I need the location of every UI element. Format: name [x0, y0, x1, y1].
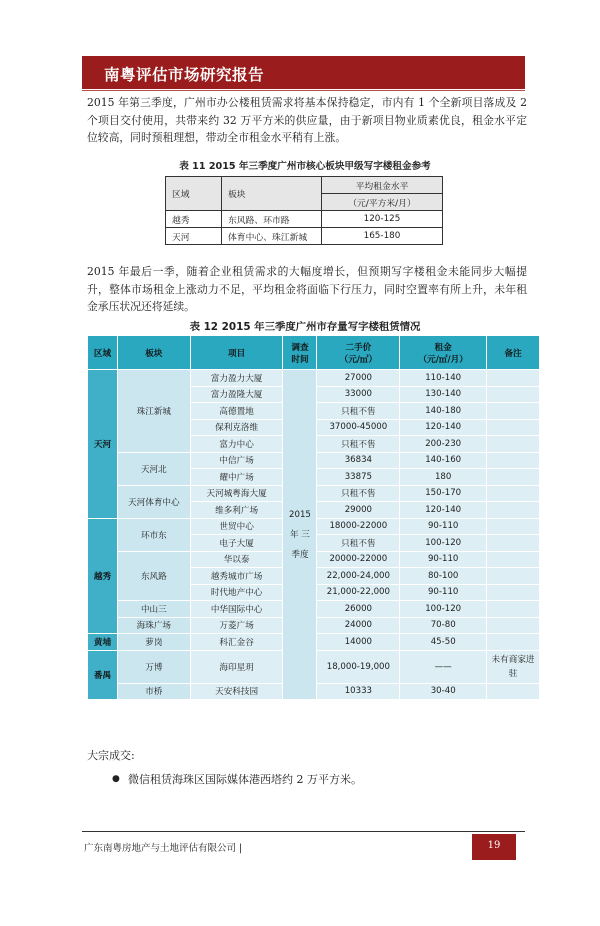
table12-block-zhongshan: 中山三: [117, 601, 190, 618]
report-title: 南粤评估市场研究报告: [104, 66, 265, 84]
table12-cell-price: 10333: [317, 683, 400, 700]
paragraph-q4-outlook: 2015 年最后一季，随着企业租赁需求的大幅度增长，但预期写字楼租金未能同步大幅提升，整体市场租金上涨动力不足，平均租金将面临下行压力，同时空置率有所上升，未年租金承压状况还将延续。: [87, 265, 527, 313]
table12-header-price-line2: （元/㎡）: [339, 354, 378, 365]
table12-cell-rent: 140-160: [400, 452, 487, 469]
paragraph-q3-summary: 2015 年第三季度，广州市办公楼租赁需求将基本保持稳定，市内有 1 个全新项目落成及 2 个项目交付使用，共带来约 32 万平方米的供应量，由于新项目物业质素优良，租金水平定位较高，同时预租理想，带动全市租金水平稍有上涨。: [87, 96, 527, 144]
table12-header-time-line2: 时间: [291, 354, 309, 365]
table12-cell-rent: 110-140: [400, 370, 487, 387]
table12-block-haizhu: 海珠广场: [117, 617, 190, 634]
table12-cell-rent: 150-170: [400, 485, 487, 502]
table12-area-yuexiu: 越秀: [88, 518, 118, 634]
table12-cell-project: 电子大厦: [190, 535, 283, 552]
table12-area-panyu: 番禺: [88, 650, 118, 700]
table11-cell-block: 东风路、环市路: [222, 211, 322, 228]
table12-block-luogang: 萝岗: [117, 634, 190, 651]
table12-block-huanshidong: 环市东: [117, 518, 190, 551]
table12-cell-price: 20000-22000: [317, 551, 400, 568]
table12-cell-rent: ——: [400, 650, 487, 683]
table12-cell-note: [487, 584, 540, 601]
table12-cell-price: 37000-45000: [317, 419, 400, 436]
table12-block-zhujiang: 珠江新城: [117, 370, 190, 453]
table12-cell-project: 华以泰: [190, 551, 283, 568]
table12-survey-time: [283, 370, 317, 700]
table11-cell-area: 天河: [166, 228, 222, 245]
table12-cell-project: 中信广场: [190, 452, 283, 469]
table11-cell-block: 体育中心、珠江新城: [222, 228, 322, 245]
table12-cell-rent: 80-100: [400, 568, 487, 585]
table12-cell-rent: 100-120: [400, 535, 487, 552]
table12-cell-rent: 200-230: [400, 436, 487, 453]
page-number: 19: [487, 840, 501, 851]
table12-cell-price: 14000: [317, 634, 400, 651]
table12-cell-project: 中华国际中心: [190, 601, 283, 618]
table12-cell-project: 天安科技园: [190, 683, 283, 700]
table12-cell-price: 22,000-24,000: [317, 568, 400, 585]
table12-cell-price: 26000: [317, 601, 400, 618]
table12-cell-rent: 90-110: [400, 584, 487, 601]
table12-survey-time-a: 2015: [289, 509, 311, 520]
table12-cell-note: [487, 502, 540, 519]
table12-header-row: [88, 336, 540, 370]
table12-cell-project: 耀中广场: [190, 469, 283, 486]
table12-cell-project: 高德置地: [190, 403, 283, 420]
table11: [165, 176, 443, 245]
table12-area-tianhe: 天河: [88, 370, 118, 519]
table12-header-rent-line2: （元/㎡/月）: [418, 354, 468, 365]
table12-cell-rent: 90-110: [400, 518, 487, 535]
table11-header-rent: 平均租金水平: [322, 177, 443, 194]
table12-cell-price: 33875: [317, 469, 400, 486]
table11-cell-rent: 120-125: [322, 211, 443, 228]
table12-caption: 表 12 2015 年三季度广州市存量写字楼租赁情况: [189, 321, 421, 333]
table12-block-tiyu: 天河体育中心: [117, 485, 190, 518]
table12-cell-note: [487, 617, 540, 634]
footer-divider: [82, 831, 525, 832]
table11-header-row: [166, 177, 443, 194]
table12-cell-note: [487, 370, 540, 387]
table12-cell-price: 21,000-22,000: [317, 584, 400, 601]
table12-block-dongfeng: 东风路: [117, 551, 190, 601]
table12-survey-time-c: 季度: [291, 549, 309, 560]
table12-header-rent: [400, 336, 487, 370]
table12: [87, 335, 540, 700]
table12-header-time-line1: 调查: [291, 342, 309, 353]
table11-caption: 表 11 2015 年三季度广州市核心板块甲级写字楼租金参考: [179, 161, 431, 172]
bullet-icon: ●: [112, 774, 120, 784]
header-divider: [82, 90, 525, 91]
table12-cell-project: 万菱广场: [190, 617, 283, 634]
table12-cell-note: [487, 634, 540, 651]
table12-cell-price: 29000: [317, 502, 400, 519]
table12-cell-rent: 180: [400, 469, 487, 486]
table12-cell-project: 越秀城市广场: [190, 568, 283, 585]
table11-header-area: 区域: [166, 177, 222, 211]
table12-cell-price: 18,000-19,000: [317, 650, 400, 683]
table12-cell-price: 只租不售: [317, 535, 400, 552]
table12-cell-price: 18000-22000: [317, 518, 400, 535]
table12-block-tianhebei: 天河北: [117, 452, 190, 485]
table12-header-rent-line1: 租金: [434, 342, 452, 353]
table12-cell-rent: 70-80: [400, 617, 487, 634]
table12-header-time: [283, 336, 317, 370]
table12-cell-price: 只租不售: [317, 436, 400, 453]
table12-cell-note: [487, 436, 540, 453]
table12-cell-note: [487, 518, 540, 535]
table12-header-note: 备注: [487, 336, 540, 370]
table12-cell-project: 富力盈隆大厦: [190, 386, 283, 403]
table12-cell-note: [487, 469, 540, 486]
table12-block-shiqiao: 市桥: [117, 683, 190, 700]
table12-survey-time-b: 年 三: [289, 529, 310, 540]
table12-header-price-line1: 二手价: [345, 342, 372, 353]
table12-cell-rent: 90-110: [400, 551, 487, 568]
table12-cell-rent: 120-140: [400, 419, 487, 436]
table12-cell-project: 海印星玥: [190, 650, 283, 683]
bulk-deals-title: 大宗成交:: [87, 749, 135, 762]
table12-cell-project: 科汇金谷: [190, 634, 283, 651]
table12-cell-note: [487, 403, 540, 420]
table-row: [88, 370, 540, 387]
table-row: [166, 228, 443, 245]
table12-cell-note: 未有商家进驻: [487, 650, 540, 683]
table12-cell-note: [487, 601, 540, 618]
table11-header-block: 板块: [222, 177, 322, 211]
table12-cell-price: 36834: [317, 452, 400, 469]
table12-cell-price: 只租不售: [317, 485, 400, 502]
table12-header-block: 板块: [117, 336, 190, 370]
table11-cell-rent: 165-180: [322, 228, 443, 245]
table12-header-project: 项目: [190, 336, 283, 370]
table12-cell-price: 33000: [317, 386, 400, 403]
table12-header-area: 区域: [88, 336, 118, 370]
table12-cell-project: 富力中心: [190, 436, 283, 453]
table12-block-wanbo: 万博: [117, 650, 190, 683]
table12-cell-note: [487, 419, 540, 436]
table12-cell-price: 只租不售: [317, 403, 400, 420]
footer-company: 广东南粤房地产与土地评估有限公司 |: [84, 843, 243, 854]
table11-cell-area: 越秀: [166, 211, 222, 228]
table12-header-price: [317, 336, 400, 370]
table12-area-huangpu: 黄埔: [88, 634, 118, 651]
table12-cell-rent: 45-50: [400, 634, 487, 651]
table12-cell-project: 时代地产中心: [190, 584, 283, 601]
table12-cell-rent: 100-120: [400, 601, 487, 618]
table12-cell-note: [487, 568, 540, 585]
table12-cell-note: [487, 452, 540, 469]
table12-cell-rent: 130-140: [400, 386, 487, 403]
table12-cell-project: 天河城粤海大厦: [190, 485, 283, 502]
table12-cell-project: 世贸中心: [190, 518, 283, 535]
table12-cell-note: [487, 551, 540, 568]
table12-cell-project: 维多利广场: [190, 502, 283, 519]
table12-cell-note: [487, 386, 540, 403]
table12-cell-rent: 140-180: [400, 403, 487, 420]
table12-cell-price: 27000: [317, 370, 400, 387]
table12-cell-note: [487, 535, 540, 552]
table12-cell-price: 24000: [317, 617, 400, 634]
table11-header-rent-unit: （元/平方米/月）: [322, 194, 443, 211]
table12-cell-note: [487, 683, 540, 700]
table12-cell-project: 保利克洛维: [190, 419, 283, 436]
bulk-deal-item: 微信租赁海珠区国际媒体港西塔约 2 万平方米。: [128, 773, 362, 786]
table12-cell-note: [487, 485, 540, 502]
table-row: [166, 211, 443, 228]
table12-cell-project: 富力盈力大厦: [190, 370, 283, 387]
table12-cell-rent: 120-140: [400, 502, 487, 519]
table12-cell-rent: 30-40: [400, 683, 487, 700]
